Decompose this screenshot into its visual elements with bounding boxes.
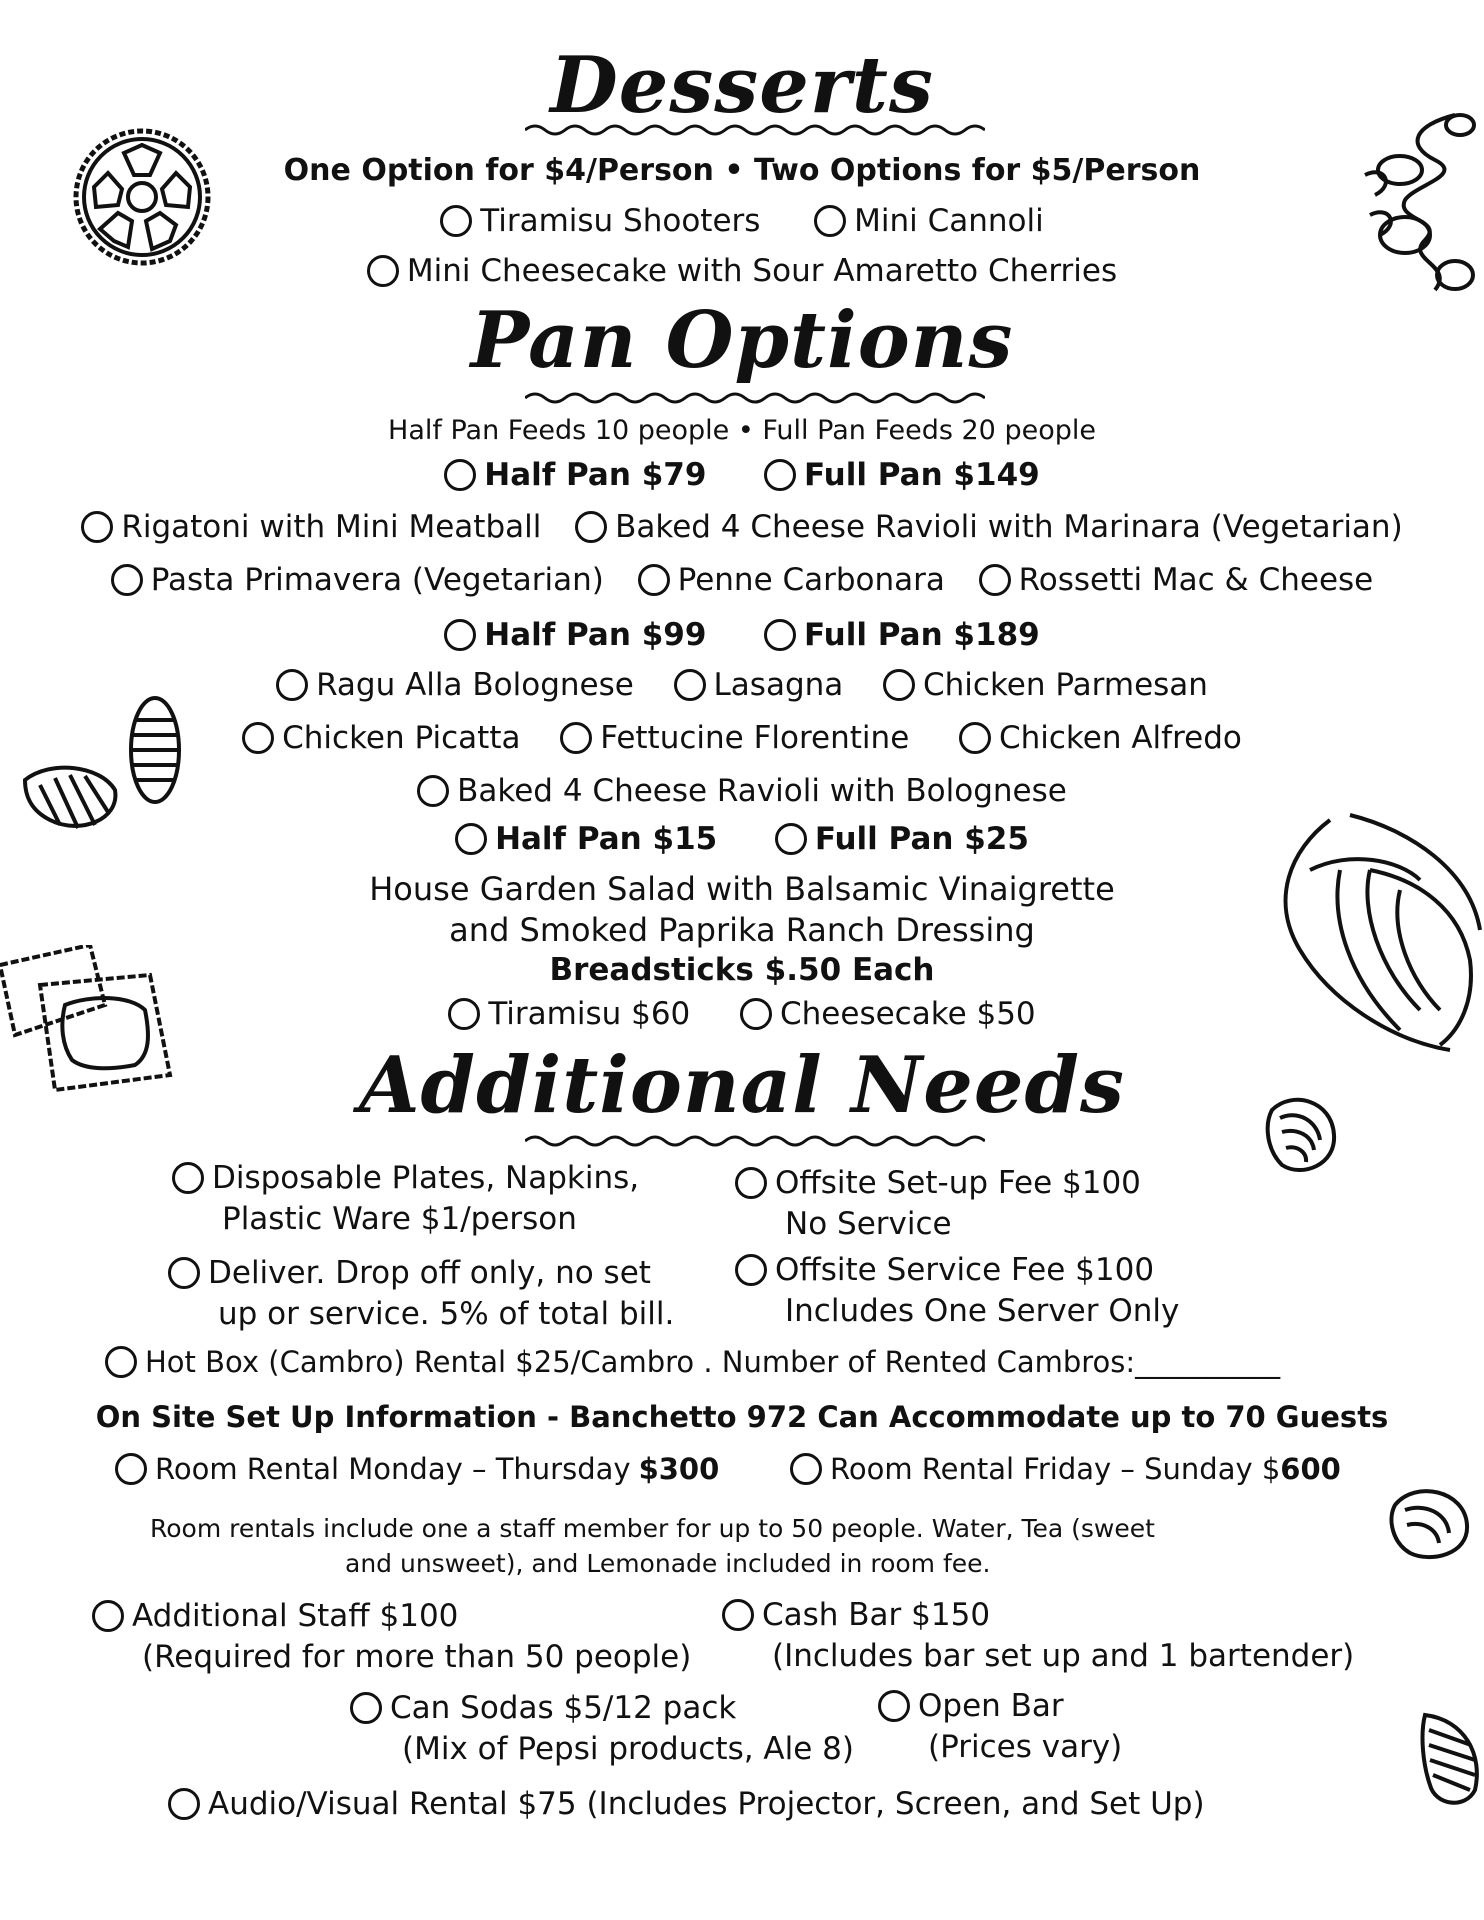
option-full-pan-189[interactable]: Full Pan $189 xyxy=(764,617,1040,653)
radio-circle[interactable] xyxy=(448,998,480,1030)
plates-line2: Plastic Ware $1/person xyxy=(222,1201,577,1237)
radio-circle[interactable] xyxy=(560,722,592,754)
option-room-weekend[interactable]: Room Rental Friday – Sunday $ 600 xyxy=(790,1452,1341,1486)
option-can-sodas[interactable]: Can Sodas $5/12 pack xyxy=(350,1690,736,1726)
radio-circle[interactable] xyxy=(168,1788,200,1820)
wave-divider xyxy=(525,122,985,138)
option-tiramisu-pan[interactable]: Tiramisu $60 xyxy=(448,996,690,1032)
radio-circle[interactable] xyxy=(81,511,113,543)
option-chicken-picatta[interactable]: Chicken Picatta xyxy=(242,720,520,756)
cash-bar-line2: (Includes bar set up and 1 bartender) xyxy=(772,1638,1355,1674)
radio-circle[interactable] xyxy=(417,775,449,807)
option-cash-bar[interactable]: Cash Bar $150 xyxy=(722,1597,990,1633)
option-mac-cheese[interactable]: Rossetti Mac & Cheese xyxy=(979,562,1374,598)
radio-circle[interactable] xyxy=(115,1453,147,1485)
option-ravioli-marinara[interactable]: Baked 4 Cheese Ravioli with Marinara (Vegetarian) xyxy=(575,509,1403,545)
shell-pasta-icon xyxy=(1415,1705,1484,1815)
radio-circle[interactable] xyxy=(367,255,399,287)
radio-circle[interactable] xyxy=(735,1254,767,1286)
radio-circle[interactable] xyxy=(172,1162,204,1194)
radio-circle[interactable] xyxy=(440,205,472,237)
option-chicken-alfredo[interactable]: Chicken Alfredo xyxy=(959,720,1242,756)
option-disposable-plates[interactable]: Disposable Plates, Napkins, xyxy=(172,1160,639,1196)
wave-divider xyxy=(525,1133,985,1149)
option-deliver[interactable]: Deliver. Drop off only, no set xyxy=(168,1255,651,1291)
wheel-pasta-icon xyxy=(70,125,215,270)
option-ragu-bolognese[interactable]: Ragu Alla Bolognese xyxy=(276,667,634,703)
conchiglie-pasta-icon xyxy=(1385,1475,1475,1565)
option-audio-visual[interactable]: Audio/Visual Rental $75 (Includes Projector, Screen, and Set Up) xyxy=(168,1786,1205,1822)
radio-circle[interactable] xyxy=(722,1599,754,1631)
radio-circle[interactable] xyxy=(168,1257,200,1289)
additional-needs-title: Additional Needs xyxy=(359,1040,1125,1131)
option-additional-staff[interactable]: Additional Staff $100 xyxy=(92,1598,458,1634)
option-lasagna[interactable]: Lasagna xyxy=(674,667,844,703)
option-chicken-parmesan[interactable]: Chicken Parmesan xyxy=(883,667,1208,703)
deliver-line2: up or service. 5% of total bill. xyxy=(218,1296,675,1332)
option-fettucine-florentine[interactable]: Fettucine Florentine xyxy=(560,720,909,756)
option-rigatoni-meatball[interactable]: Rigatoni with Mini Meatball xyxy=(81,509,541,545)
option-half-pan-15[interactable]: Half Pan $15 xyxy=(455,821,717,857)
radio-circle[interactable] xyxy=(883,669,915,701)
onsite-heading: On Site Set Up Information - Banchetto 972 Can Accommodate up to 70 Guests xyxy=(95,1400,1389,1434)
option-penne-carbonara[interactable]: Penne Carbonara xyxy=(638,562,945,598)
radio-circle[interactable] xyxy=(638,564,670,596)
option-full-pan-25[interactable]: Full Pan $25 xyxy=(775,821,1029,857)
option-offsite-setup[interactable]: Offsite Set-up Fee $100 xyxy=(735,1165,1141,1201)
radio-circle[interactable] xyxy=(105,1346,137,1378)
option-mini-cannoli[interactable]: Mini Cannoli xyxy=(814,203,1044,239)
radio-circle[interactable] xyxy=(878,1690,910,1722)
salad-description-line1: House Garden Salad with Balsamic Vinaigrette xyxy=(369,870,1115,908)
radio-circle[interactable] xyxy=(764,459,796,491)
radio-circle[interactable] xyxy=(455,823,487,855)
open-bar-line2: (Prices vary) xyxy=(928,1729,1123,1765)
room-note-line2: and unsweet), and Lemonade included in room fee. xyxy=(345,1549,991,1578)
radio-circle[interactable] xyxy=(444,459,476,491)
option-ravioli-bolognese[interactable]: Baked 4 Cheese Ravioli with Bolognese xyxy=(417,773,1067,809)
radio-circle[interactable] xyxy=(764,619,796,651)
radio-circle[interactable] xyxy=(735,1167,767,1199)
room-note-line1: Room rentals include one a staff member for up to 50 people. Water, Tea (sweet xyxy=(150,1514,1155,1543)
radio-circle[interactable] xyxy=(350,1692,382,1724)
offsite-service-line2: Includes One Server Only xyxy=(785,1293,1180,1329)
radio-circle[interactable] xyxy=(92,1600,124,1632)
option-hot-box[interactable]: Hot Box (Cambro) Rental $25/Cambro . Number of Rented Cambros:__________ xyxy=(105,1345,1280,1379)
desserts-pricing: One Option for $4/Person • Two Options for $5/Person xyxy=(283,153,1201,188)
radio-circle[interactable] xyxy=(959,722,991,754)
radio-circle[interactable] xyxy=(814,205,846,237)
radio-circle[interactable] xyxy=(111,564,143,596)
option-room-weekday[interactable]: Room Rental Monday – Thursday $300 xyxy=(115,1452,719,1486)
option-full-pan-149[interactable]: Full Pan $149 xyxy=(764,457,1040,493)
pan-feeds-note: Half Pan Feeds 10 people • Full Pan Feeds 20 people xyxy=(388,415,1096,446)
option-offsite-service[interactable]: Offsite Service Fee $100 xyxy=(735,1252,1154,1288)
pan-options-title: Pan Options xyxy=(470,295,1014,386)
radio-circle[interactable] xyxy=(575,511,607,543)
staff-line2: (Required for more than 50 people) xyxy=(142,1639,692,1675)
salad-description-line2: and Smoked Paprika Ranch Dressing xyxy=(449,911,1035,949)
radio-circle[interactable] xyxy=(674,669,706,701)
wave-divider xyxy=(525,390,985,406)
radio-circle[interactable] xyxy=(775,823,807,855)
radio-circle[interactable] xyxy=(790,1453,822,1485)
radio-circle[interactable] xyxy=(242,722,274,754)
sodas-line2: (Mix of Pepsi products, Ale 8) xyxy=(402,1731,854,1767)
option-tiramisu-shooters[interactable]: Tiramisu Shooters xyxy=(440,203,760,239)
radio-circle[interactable] xyxy=(276,669,308,701)
breadsticks-label: Breadsticks $.50 Each xyxy=(549,952,935,988)
option-half-pan-99[interactable]: Half Pan $99 xyxy=(444,617,706,653)
radio-circle[interactable] xyxy=(740,998,772,1030)
option-pasta-primavera[interactable]: Pasta Primavera (Vegetarian) xyxy=(111,562,604,598)
option-half-pan-79[interactable]: Half Pan $79 xyxy=(444,457,706,493)
radio-circle[interactable] xyxy=(444,619,476,651)
desserts-title: Desserts xyxy=(550,40,934,131)
option-cheesecake-pan[interactable]: Cheesecake $50 xyxy=(740,996,1036,1032)
radio-circle[interactable] xyxy=(979,564,1011,596)
shell-pasta-icon xyxy=(20,690,190,840)
offsite-setup-line2: No Service xyxy=(785,1206,952,1242)
option-open-bar[interactable]: Open Bar xyxy=(878,1688,1064,1724)
option-mini-cheesecake[interactable]: Mini Cheesecake with Sour Amaretto Cherries xyxy=(367,253,1117,289)
